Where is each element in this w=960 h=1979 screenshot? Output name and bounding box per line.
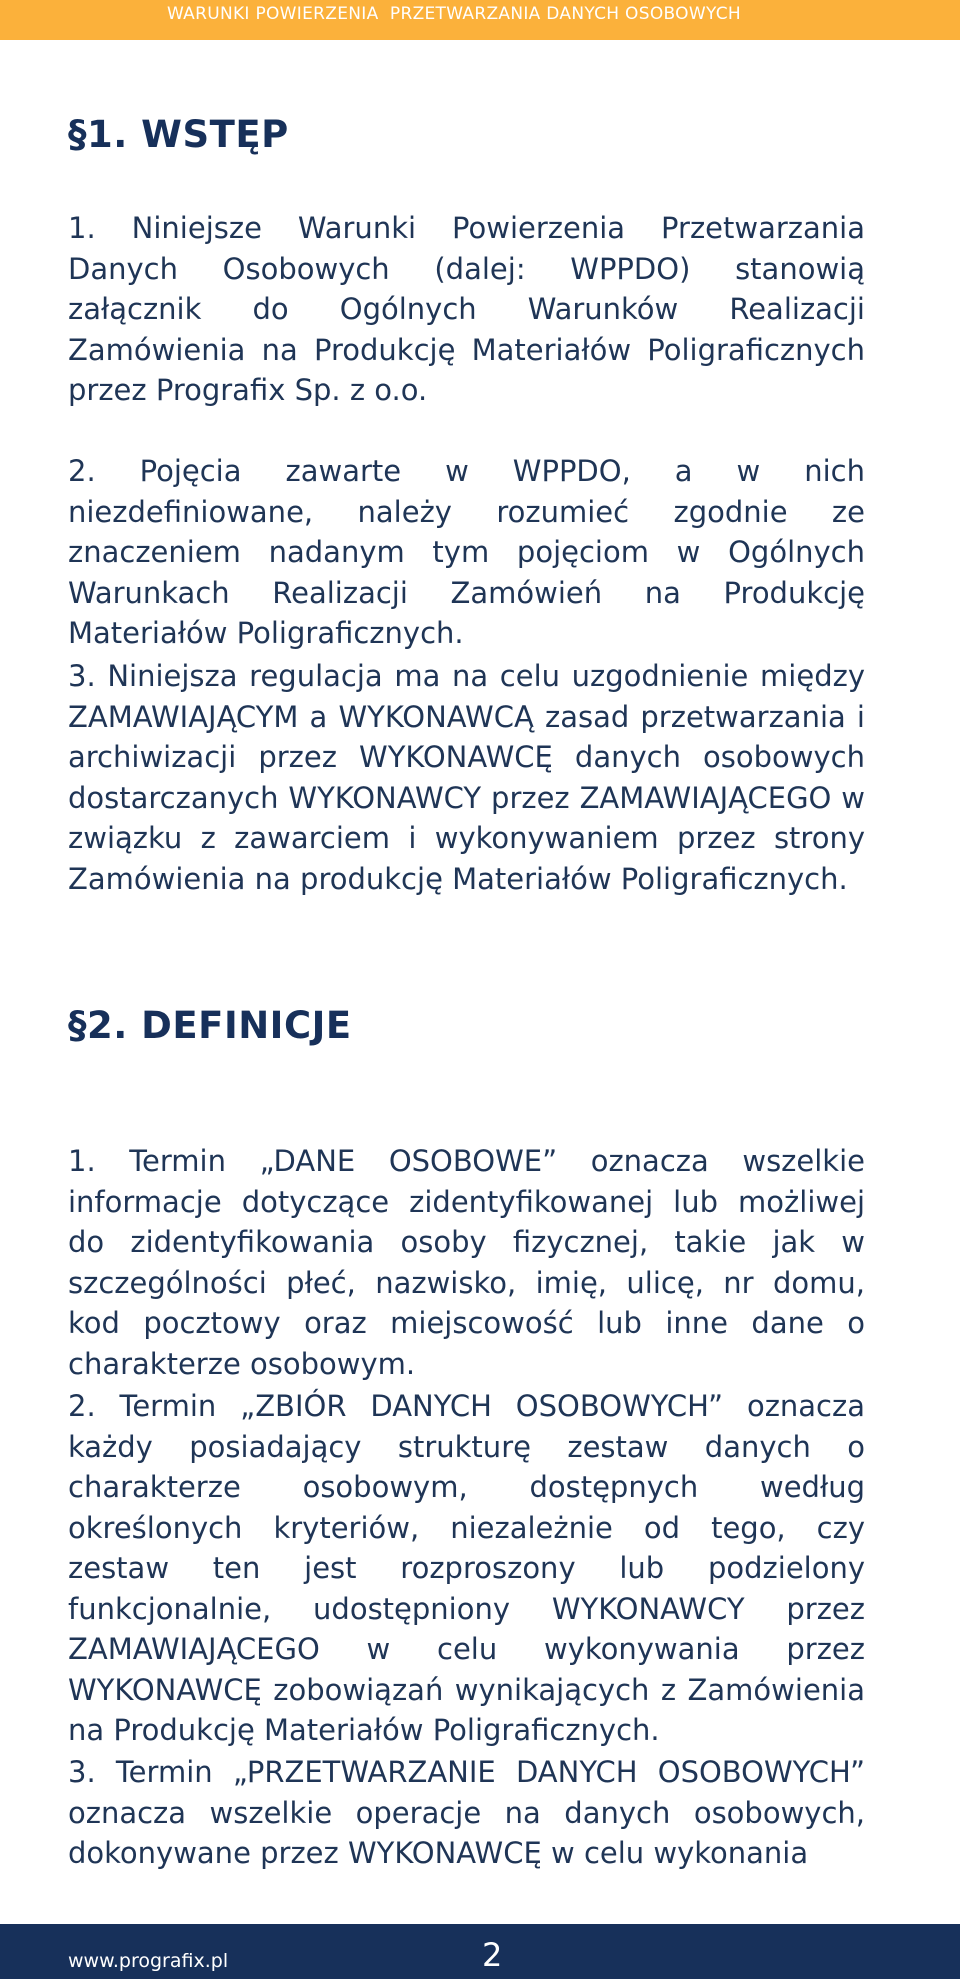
page-number: 2 <box>482 1936 503 1974</box>
paragraph-definicje-3: 3. Termin „PRZETWARZANIE DANYCH OSOBOWYCH” oznacza wszelkie operacje na danych osobowych, dokonywane przez WYKONAWCĘ w celu wykonania <box>68 1755 865 1870</box>
paragraph-wstep-2: 2. Pojęcia zawarte w WPPDO, a w nich niezdefiniowane, należy rozumieć zgodnie ze znaczeniem nadanym tym pojęciom w Ogólnych Warunkach Realizacji Zamówień na Produkcję Materiałów Poligraficznych. <box>68 454 865 650</box>
header-bar <box>0 0 960 40</box>
section-heading-wstep: §1. WSTĘP <box>68 113 289 156</box>
paragraph-definicje-1: 1. Termin „DANE OSOBOWE” oznacza wszelkie informacje dotyczące zidentyfikowanej lub możliwej do zidentyfikowania osoby fizycznej, takie jak w szczególności płeć, nazwisko, imię, ulicę, nr domu, kod pocztowy oraz miejscowość lub inne dane o charakterze osobowym. <box>68 1144 865 1381</box>
document-title: WARUNKI POWIERZENIA PRZETWARZANIA DANYCH OSOBOWYCH <box>167 4 741 24</box>
footer-website-link[interactable]: www.prografix.pl <box>68 1950 229 1972</box>
section-heading-definicje: §2. DEFINICJE <box>68 1004 352 1047</box>
paragraph-wstep-1: 1. Niniejsze Warunki Powierzenia Przetwarzania Danych Osobowych (dalej: WPPDO) stanowią załącznik do Ogólnych Warunków Realizacji Zamówienia na Produkcję Materiałów Poligraficznych przez Prografix Sp. z o.o. <box>68 211 865 407</box>
paragraph-wstep-3: 3. Niniejsza regulacja ma na celu uzgodnienie między ZAMAWIAJĄCYM a WYKONAWCĄ zasad przetwarzania i archiwizacji przez WYKONAWCĘ danych osobowych dostarczanych WYKONAWCY przez ZAMAWIAJĄCEGO w związku z zawarciem i wykonywaniem przez strony Zamówienia na produkcję Materiałów Poligraficznych. <box>68 659 865 896</box>
paragraph-definicje-2: 2. Termin „ZBIÓR DANYCH OSOBOWYCH” oznacza każdy posiadający strukturę zestaw danych o charakterze osobowym, dostępnych według określonych kryteriów, niezależnie od tego, czy zestaw ten jest rozproszony lub podzielony funkcjonalnie, udostępniony WYKONAWCY przez ZAMAWIAJĄCEGO w celu wykonywania przez WYKONAWCĘ zobowiązań wynikających z Zamówienia na Produkcję Materiałów Poligraficznych. <box>68 1389 865 1747</box>
footer-bar <box>0 1924 960 1979</box>
